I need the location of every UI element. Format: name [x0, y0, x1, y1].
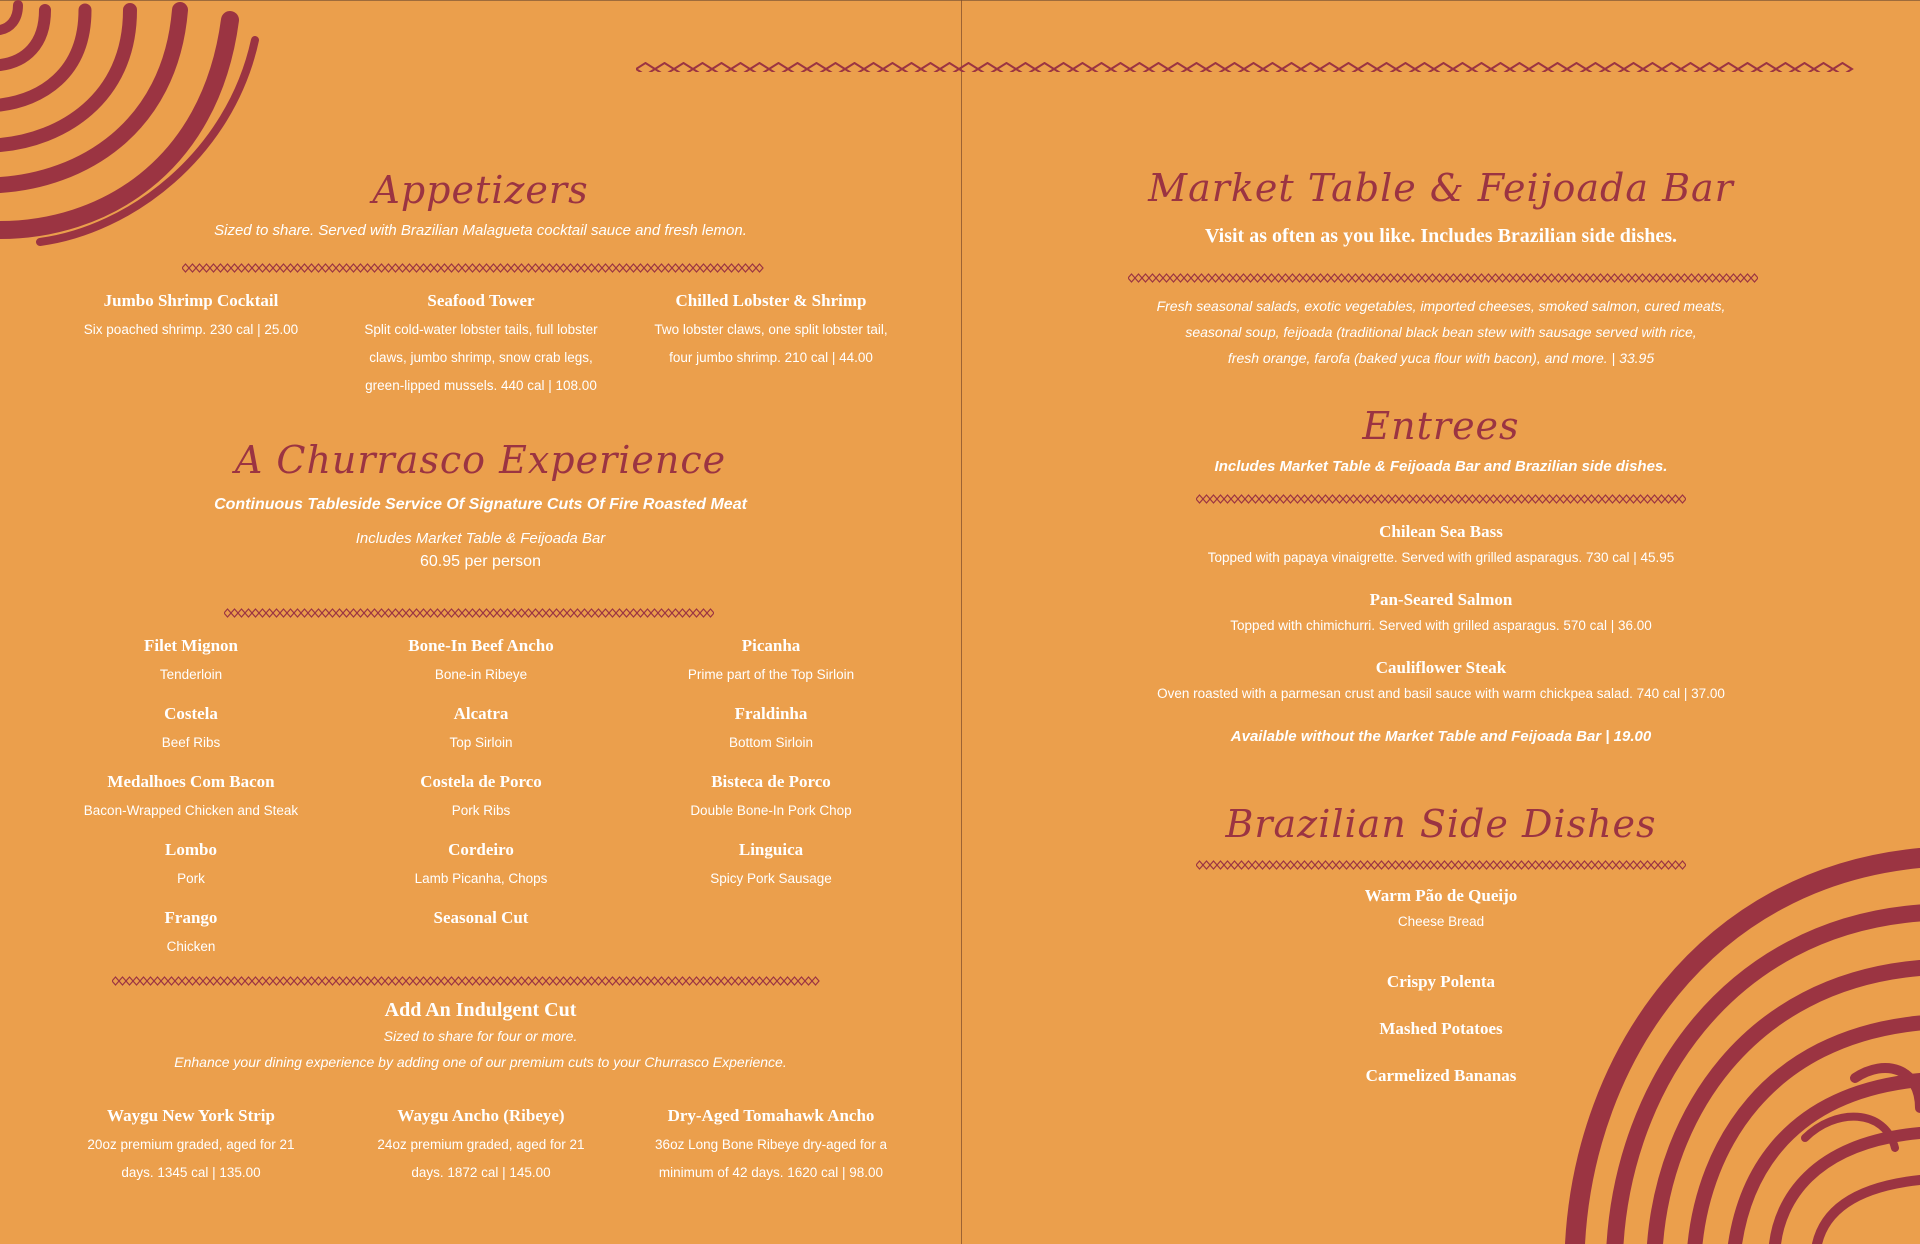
item-name: Waygu New York Strip [107, 1106, 275, 1125]
market-desc-line: fresh orange, farofa (baked yuca flour with bacon), and more. | 33.95 [1227, 350, 1655, 366]
item-name: Seasonal Cut [433, 908, 529, 927]
cut-item [626, 702, 916, 770]
entrees-subtitle: Includes Market Table & Feijoada Bar and Brazilian side dishes. [1214, 458, 1668, 475]
sides-title: Brazilian Side Dishes [1225, 802, 1657, 846]
item-desc: Six poached shrimp. 230 cal | 25.00 [83, 322, 299, 337]
cut-item [46, 770, 336, 838]
top-diamond-border [636, 62, 1864, 76]
item-desc: Topped with papaya vinaigrette. Served with grilled asparagus. 730 cal | 45.95 [1207, 550, 1675, 565]
market-divider [1128, 273, 1758, 283]
churrasco-cuts-list [46, 634, 916, 974]
cut-item [46, 702, 336, 770]
item-name: Alcatra [453, 704, 509, 723]
appetizers-subtitle: Sized to share. Served with Brazilian Malagueta cocktail sauce and fresh lemon. [214, 222, 747, 239]
item-desc: Bottom Sirloin [728, 735, 814, 750]
item-name: Chilean Sea Bass [1379, 522, 1503, 541]
indulgent-title: Add An Indulgent Cut [384, 999, 577, 1021]
item-name: Crispy Polenta [1386, 972, 1496, 991]
cut-item [46, 634, 336, 702]
item-desc: Oven roasted with a parmesan crust and basil sauce with warm chickpea salad. 740 cal | 37.00 [1157, 686, 1725, 701]
cut-item [626, 838, 916, 906]
item-desc: 36oz Long Bone Ribeye dry-aged for a minimum of 42 days. 1620 cal | 98.00 [655, 1137, 887, 1180]
item-name: Waygu Ancho (Ribeye) [397, 1106, 565, 1125]
appetizers-divider [182, 263, 767, 273]
item-desc: Topped with chimichurri. Served with grilled asparagus. 570 cal | 36.00 [1230, 618, 1652, 633]
market-desc-line: seasonal soup, feijoada (traditional black bean stew with sausage served with rice, [1185, 324, 1697, 340]
side-item [962, 884, 1920, 970]
item-desc: Chicken [166, 939, 216, 954]
side-item [962, 970, 1920, 1017]
churrasco-divider [224, 608, 714, 618]
item-desc: Two lobster claws, one split lobster tail, four jumbo shrimp. 210 cal | 44.00 [654, 322, 888, 365]
cut-item [46, 838, 336, 906]
appetizer-item [626, 289, 916, 400]
sides-divider [1196, 860, 1686, 870]
appetizers-title: Appetizers [372, 168, 589, 212]
item-name: Filet Mignon [144, 636, 238, 655]
entree-item [962, 588, 1920, 656]
indulgent-divider [112, 976, 825, 986]
item-desc: Prime part of the Top Sirloin [687, 667, 855, 682]
item-name: Frango [164, 908, 218, 927]
item-name: Jumbo Shrimp Cocktail [103, 291, 279, 310]
item-name: Cordeiro [448, 840, 514, 859]
appetizer-item [46, 289, 336, 400]
item-name: Carmelized Bananas [1365, 1066, 1517, 1085]
side-item [962, 1064, 1920, 1111]
item-desc: 24oz premium graded, aged for 21 days. 1872 cal | 145.00 [377, 1137, 585, 1180]
item-name: Fraldinha [734, 704, 808, 723]
item-desc: Pork Ribs [451, 803, 511, 818]
item-desc: Beef Ribs [161, 735, 221, 750]
indulgent-line1: Sized to share for four or more. [383, 1028, 578, 1044]
appetizer-item [336, 289, 626, 400]
item-desc: Split cold-water lobster tails, full lobster claws, jumbo shrimp, snow crab legs, green-lipped mussels. 440 cal | 108.00 [364, 322, 598, 393]
churrasco-price: 60.95 per person [420, 553, 541, 570]
item-desc: Spicy Pork Sausage [710, 871, 832, 886]
entree-item [962, 520, 1920, 588]
item-name: Bisteca de Porco [711, 772, 831, 791]
indulgent-list [46, 1104, 916, 1187]
market-desc-line: Fresh seasonal salads, exotic vegetables, imported cheeses, smoked salmon, cured meats, [1156, 298, 1726, 314]
item-name: Linguica [738, 840, 804, 859]
item-desc: Top Sirloin [449, 735, 513, 750]
cut-item [626, 770, 916, 838]
churrasco-tagline: Continuous Tableside Service Of Signature Cuts Of Fire Roasted Meat [214, 496, 747, 513]
entrees-note: Available without the Market Table and Feijoada Bar | 19.00 [1230, 728, 1652, 745]
item-name: Lombo [165, 840, 217, 859]
cut-item [626, 634, 916, 702]
item-name: Mashed Potatoes [1379, 1019, 1503, 1038]
indulgent-line2: Enhance your dining experience by adding one of our premium cuts to your Churrasco Experience. [174, 1054, 787, 1070]
item-desc: Bone-in Ribeye [434, 667, 528, 682]
cut-item [336, 770, 626, 838]
cut-item [46, 906, 336, 974]
item-name: Costela de Porco [420, 772, 542, 791]
item-name: Pan-Seared Salmon [1369, 590, 1513, 609]
item-name: Cauliflower Steak [1375, 658, 1507, 677]
market-description [962, 293, 1920, 371]
item-name: Chilled Lobster & Shrimp [675, 291, 867, 310]
item-desc: 20oz premium graded, aged for 21 days. 1345 cal | 135.00 [87, 1137, 295, 1180]
indulgent-item [626, 1104, 916, 1187]
indulgent-item [336, 1104, 626, 1187]
entree-item [962, 656, 1920, 724]
item-name: Dry-Aged Tomahawk Ancho [667, 1106, 875, 1125]
cut-item [336, 838, 626, 906]
cut-item [336, 634, 626, 702]
item-desc: Lamb Picanha, Chops [414, 871, 548, 886]
item-name: Warm Pão de Queijo [1364, 886, 1518, 905]
market-title: Market Table & Feijoada Bar [1148, 166, 1734, 210]
market-subtitle: Visit as often as you like. Includes Brazilian side dishes. [1204, 225, 1678, 247]
item-desc: Bacon-Wrapped Chicken and Steak [83, 803, 299, 818]
item-desc: Double Bone-In Pork Chop [690, 803, 852, 818]
entrees-list [962, 520, 1920, 745]
item-name: Bone-In Beef Ancho [408, 636, 554, 655]
cut-item [336, 702, 626, 770]
churrasco-includes: Includes Market Table & Feijoada Bar [355, 530, 606, 547]
item-desc: Pork [177, 871, 205, 886]
sides-list [962, 884, 1920, 1111]
entrees-divider [1196, 494, 1686, 504]
item-name: Seafood Tower [427, 291, 535, 310]
cut-item [336, 906, 626, 974]
entrees-title: Entrees [1362, 404, 1520, 448]
churrasco-title: A Churrasco Experience [234, 438, 727, 482]
side-item [962, 1017, 1920, 1064]
item-desc: Cheese Bread [1397, 914, 1485, 929]
indulgent-item [46, 1104, 336, 1187]
item-desc: Tenderloin [159, 667, 223, 682]
item-name: Costela [164, 704, 218, 723]
item-name: Picanha [741, 636, 801, 655]
item-name: Medalhoes Com Bacon [107, 772, 275, 791]
appetizers-list [46, 289, 916, 400]
